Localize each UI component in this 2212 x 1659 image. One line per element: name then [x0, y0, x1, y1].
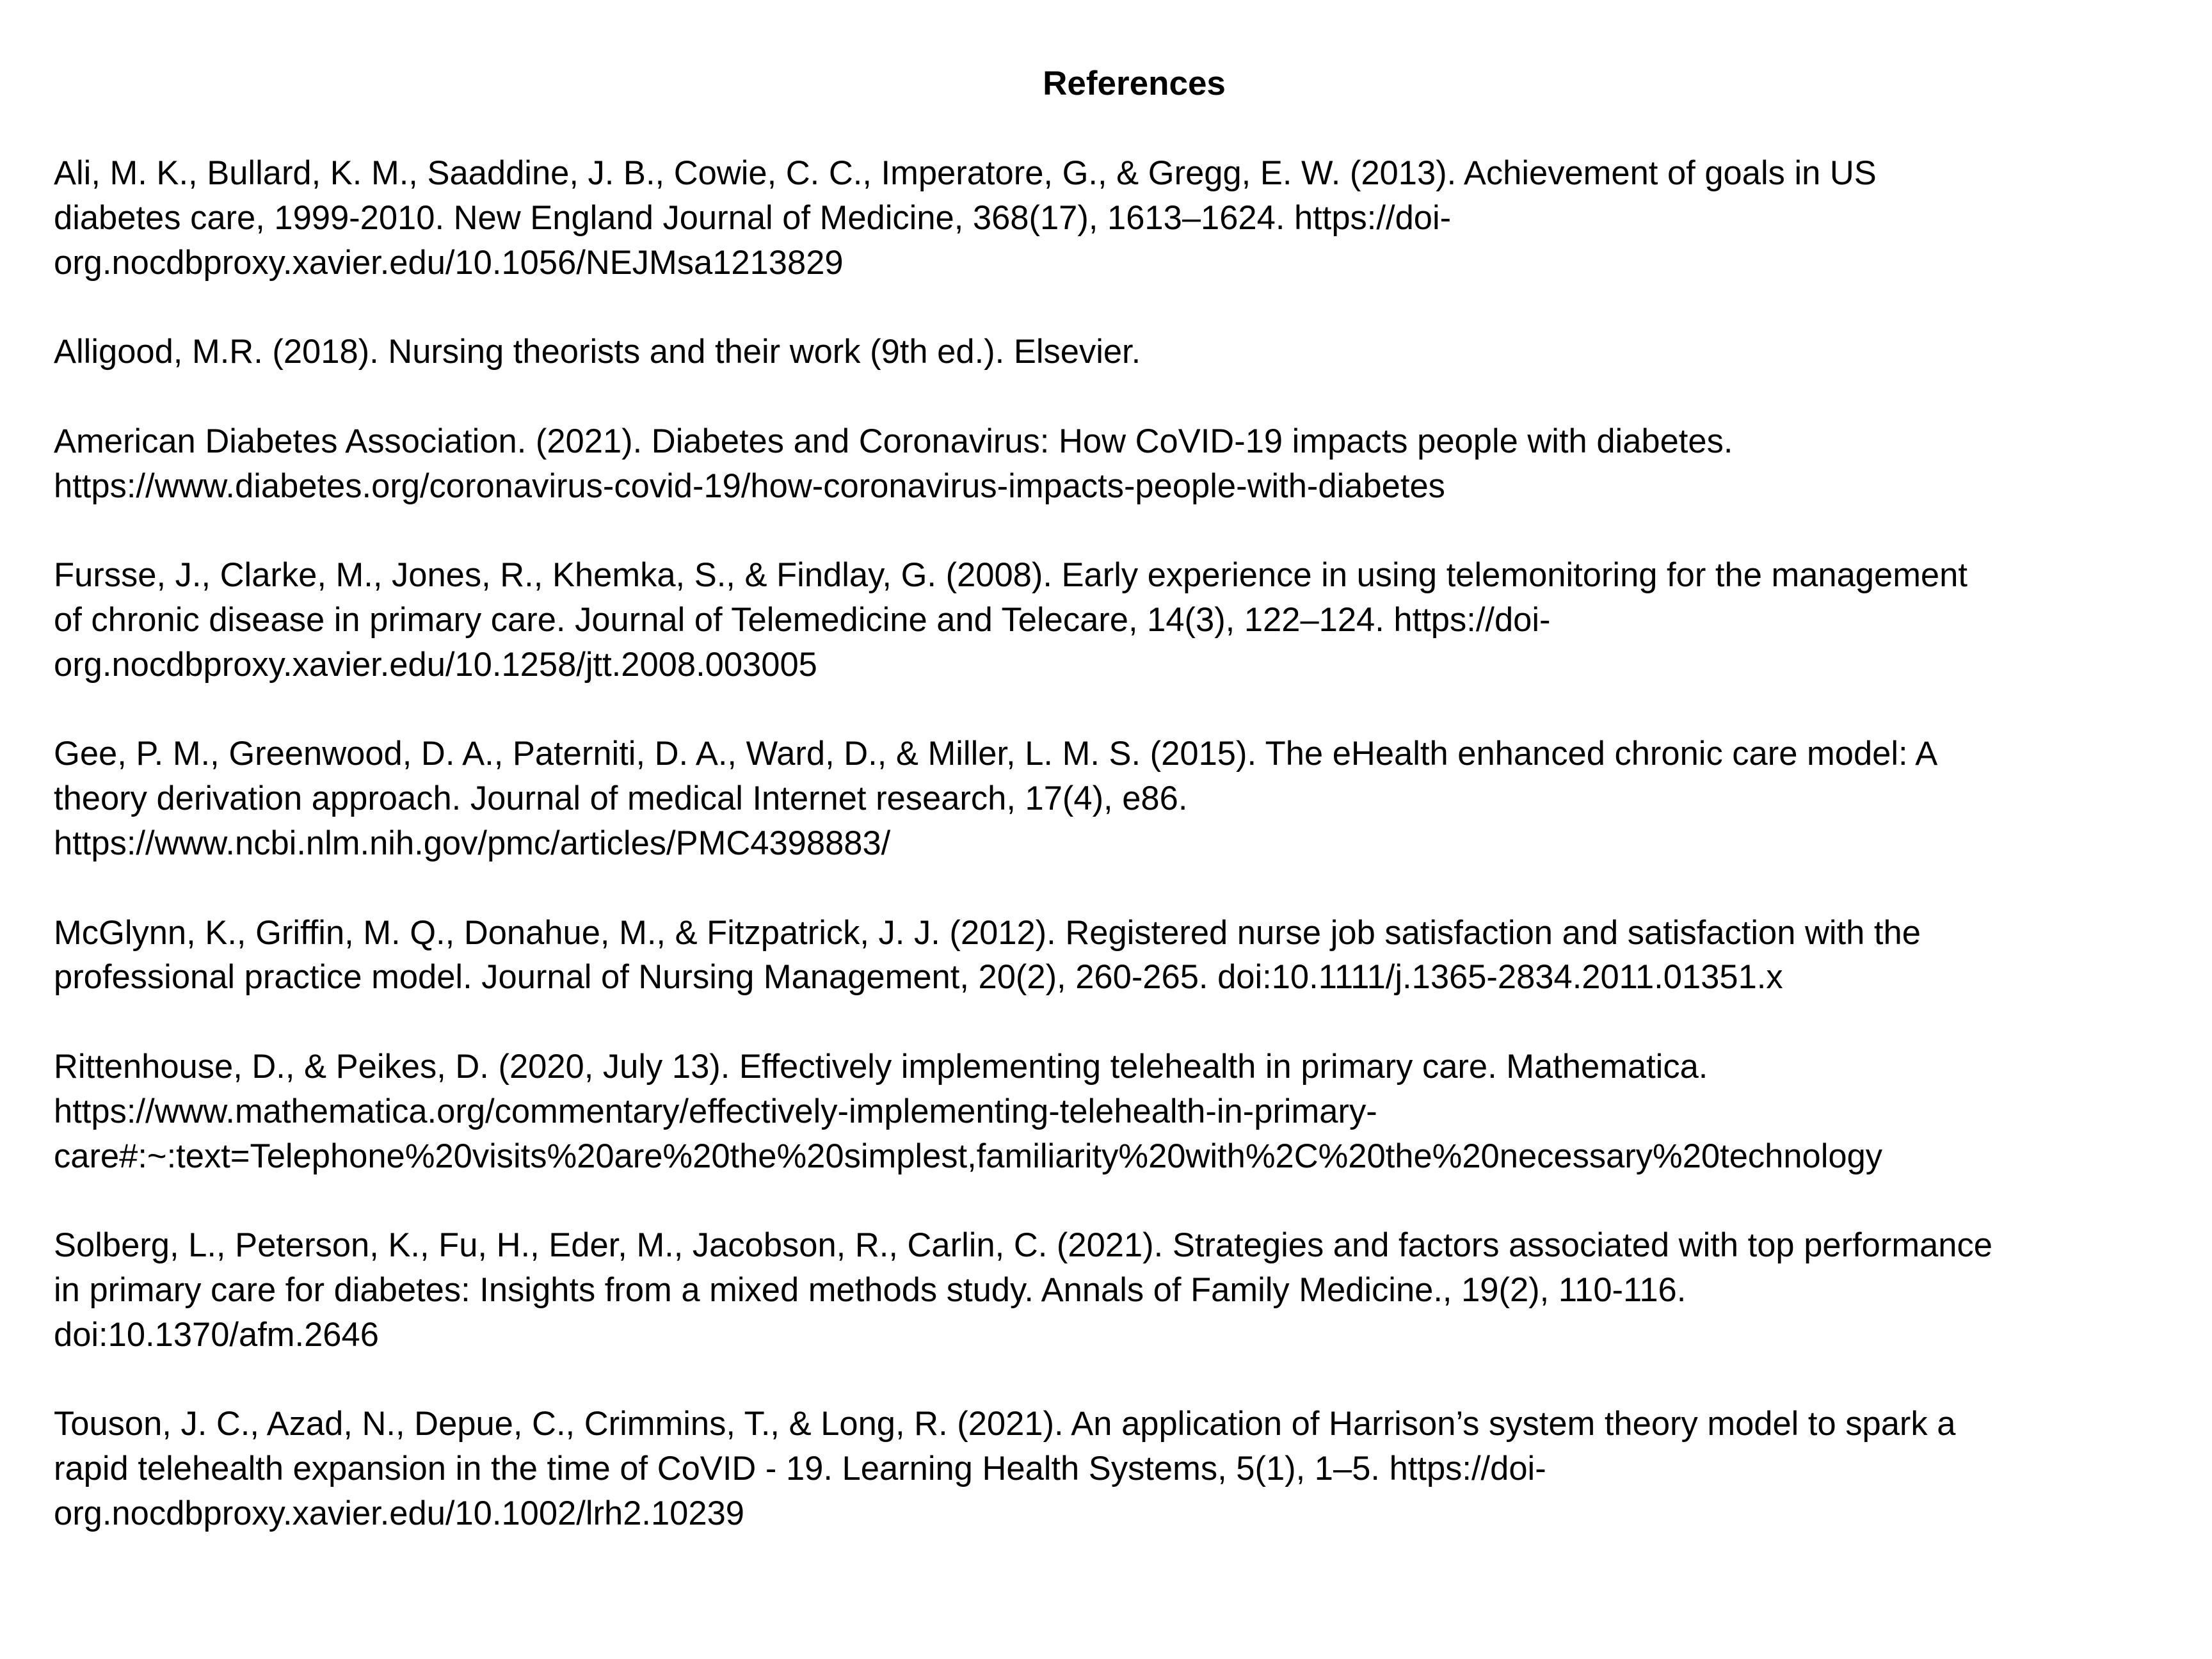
reference-line: Rittenhouse, D., & Peikes, D. (2020, July 13). Effectively implementing telehealth in primary care. Mathematica.: [54, 1047, 1708, 1086]
reference-line: Ali, M. K., Bullard, K. M., Saaddine, J. B., Cowie, C. C., Imperatore, G., & Gregg, E. W. (2013). Achievement of goals in US: [54, 154, 1877, 192]
reference-entry-touson: [54, 1402, 2212, 1535]
reference-line: in primary care for diabetes: Insights from a mixed methods study. Annals of Family Medicine., 19(2), 110-116.: [54, 1270, 1687, 1309]
reference-entry-alligood: [54, 330, 2212, 374]
reference-list: [54, 151, 2212, 1581]
page-title: References: [1043, 65, 1226, 102]
reference-line: rapid telehealth expansion in the time of CoVID - 19. Learning Health Systems, 5(1), 1–5. https://doi-: [54, 1450, 1546, 1488]
reference-line: diabetes care, 1999-2010. New England Journal of Medicine, 368(17), 1613–1624. https://doi-: [54, 198, 1452, 237]
reference-line: Touson, J. C., Azad, N., Depue, C., Crimmins, T., & Long, R. (2021). An application of Harrison’s system theory model to spark a: [54, 1405, 1956, 1443]
reference-line: doi:10.1370/afm.2646: [54, 1315, 379, 1354]
reference-line: https://www.mathematica.org/commentary/effectively-implementing-telehealth-in-primary-: [54, 1092, 1377, 1130]
reference-line: org.nocdbproxy.xavier.edu/10.1258/jtt.2008.003005: [54, 645, 817, 684]
reference-line: professional practice model. Journal of Nursing Management, 20(2), 260-265. doi:10.1111/j.1365-2834.2011.01351.x: [54, 958, 1783, 997]
reference-line: https://www.ncbi.nlm.nih.gov/pmc/articles/PMC4398883/: [54, 824, 891, 862]
reference-line: Alligood, M.R. (2018). Nursing theorists and their work (9th ed.). Elsevier.: [54, 333, 1141, 371]
reference-line: theory derivation approach. Journal of medical Internet research, 17(4), e86.: [54, 780, 1188, 818]
reference-entry-mcglynn: [54, 911, 2212, 1000]
reference-entry-gee: [54, 732, 2212, 865]
reference-line: org.nocdbproxy.xavier.edu/10.1002/lrh2.10239: [54, 1494, 744, 1532]
reference-entry-rittenhouse: [54, 1045, 2212, 1178]
reference-line: org.nocdbproxy.xavier.edu/10.1056/NEJMsa1213829: [54, 243, 844, 282]
reference-line: McGlynn, K., Griffin, M. Q., Donahue, M., & Fitzpatrick, J. J. (2012). Registered nurse job satisfaction and satisfaction with the: [54, 913, 1921, 952]
reference-line: Fursse, J., Clarke, M., Jones, R., Khemka, S., & Findlay, G. (2008). Early experience in using telemonitoring for the management: [54, 556, 1968, 595]
reference-line: Solberg, L., Peterson, K., Fu, H., Eder, M., Jacobson, R., Carlin, C. (2021). Strategies and factors associated with top performance: [54, 1226, 1992, 1265]
reference-entry-ada: [54, 419, 2212, 509]
reference-line: https://www.diabetes.org/coronavirus-covid-19/how-coronavirus-impacts-people-with-diabetes: [54, 467, 1445, 505]
reference-line: American Diabetes Association. (2021). Diabetes and Coronavirus: How CoVID-19 impacts people with diabetes.: [54, 422, 1733, 460]
reference-line: of chronic disease in primary care. Journal of Telemedicine and Telecare, 14(3), 122–124. https://doi-: [54, 600, 1551, 639]
reference-entry-fursse: [54, 553, 2212, 687]
reference-entry-solberg: [54, 1223, 2212, 1357]
reference-line: Gee, P. M., Greenwood, D. A., Paterniti, D. A., Ward, D., & Miller, L. M. S. (2015). The eHealth enhanced chronic care model: A: [54, 735, 1938, 773]
reference-entry-ali: [54, 151, 2212, 285]
reference-line: care#:~:text=Telephone%20visits%20are%20the%20simplest,familiarity%20with%2C%20the%20necessary%20technology: [54, 1137, 1883, 1175]
